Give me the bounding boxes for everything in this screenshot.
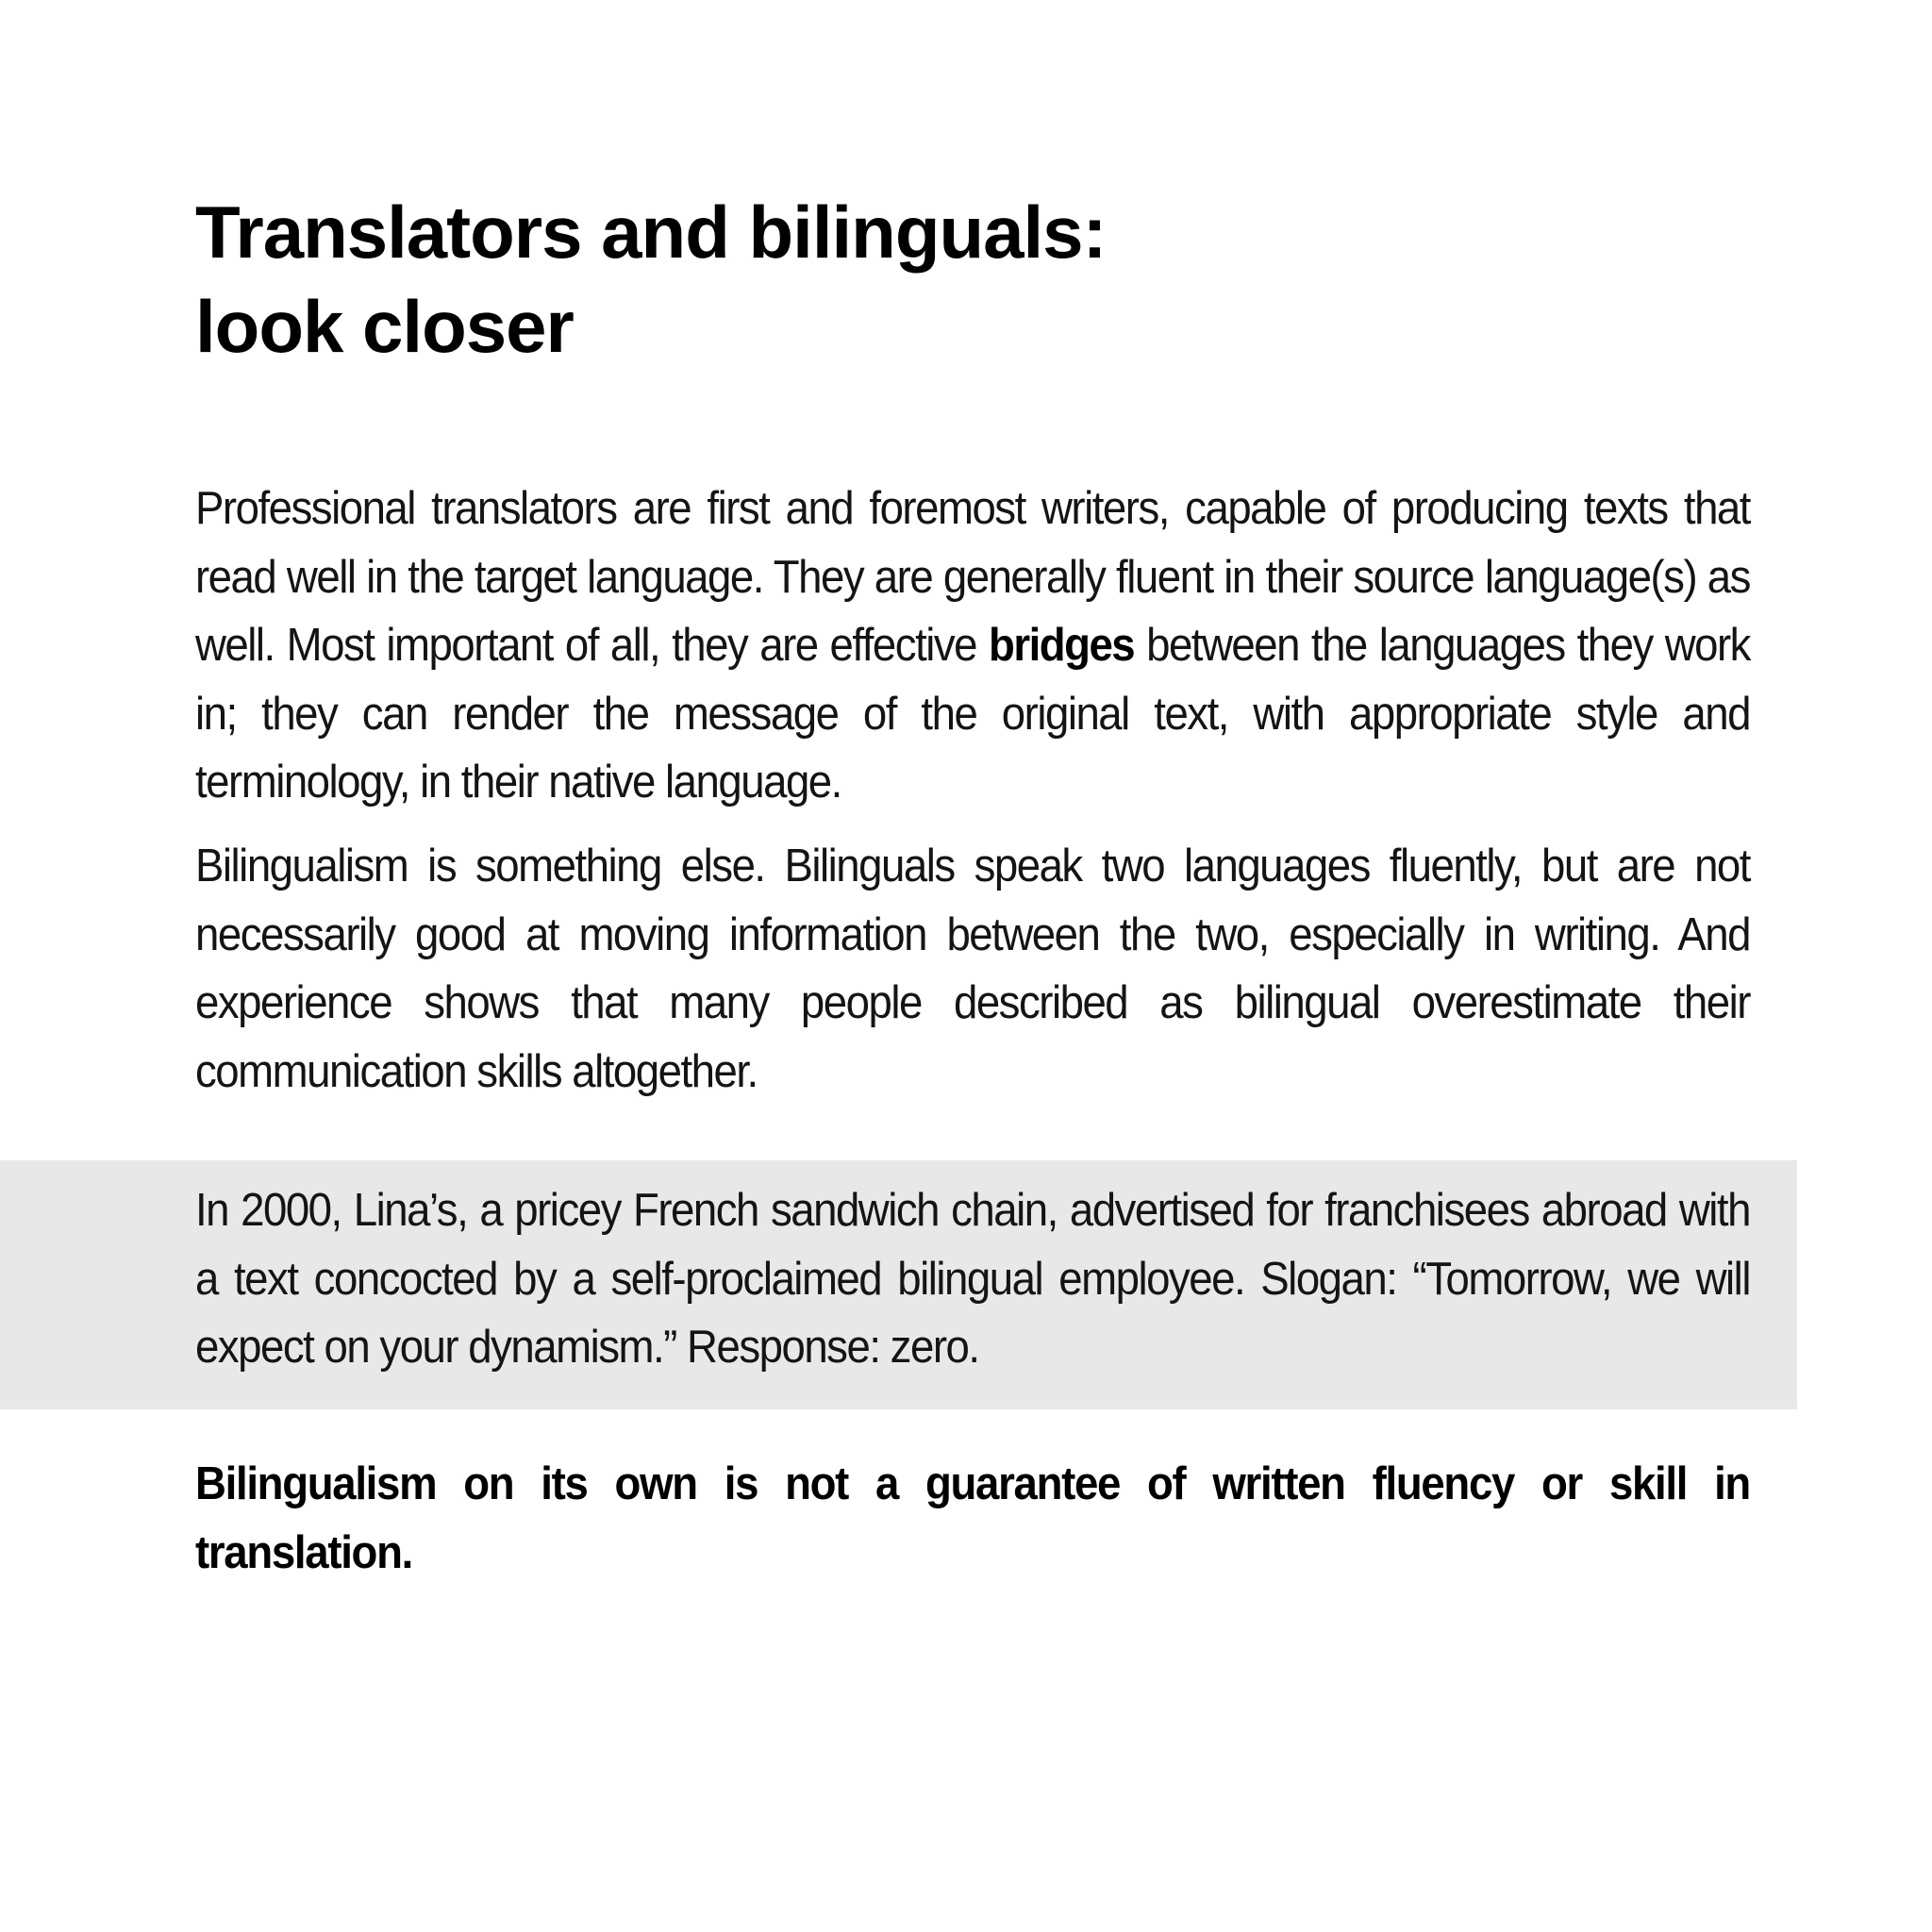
paragraph-bilingualism: Bilingualism is something else. Bilinguals speak two languages fluently, but are not necessarily good at moving information between the two, especially in writing. And experience shows that many people described as bilingual overestimate their communication skills altogether. [195,841,1750,1097]
page-title [195,185,1610,374]
paragraph-translators [195,475,1750,817]
example-callout-text: In 2000, Lina’s, a pricey French sandwich chain, advertised for franchisees abroad with a text concocted by a self-proclaimed bilingual employee. Slogan: “Tomorrow, we will expect on your dynamism.” Response: zero. [195,1185,1750,1373]
title-line-1: Translators and bilinguals: [195,191,1107,274]
bridges-emphasis: bridges [988,620,1135,671]
paragraph-translators-text-a: Professional translators are first and foremost writers, capable of producing texts that read well in the target language. They are generally fluent in their source language(s) as well. Most important of all, they are effective [195,483,1750,671]
title-line-2: look closer [195,285,574,368]
conclusion-statement: Bilingualism on its own is not a guarantee of written fluency or skill in translation. [195,1458,1750,1578]
paragraph-translators-text-b: between the languages they work in; they can render the message of the original text, with appropriate style and terminology, in their native language. [195,620,1750,808]
